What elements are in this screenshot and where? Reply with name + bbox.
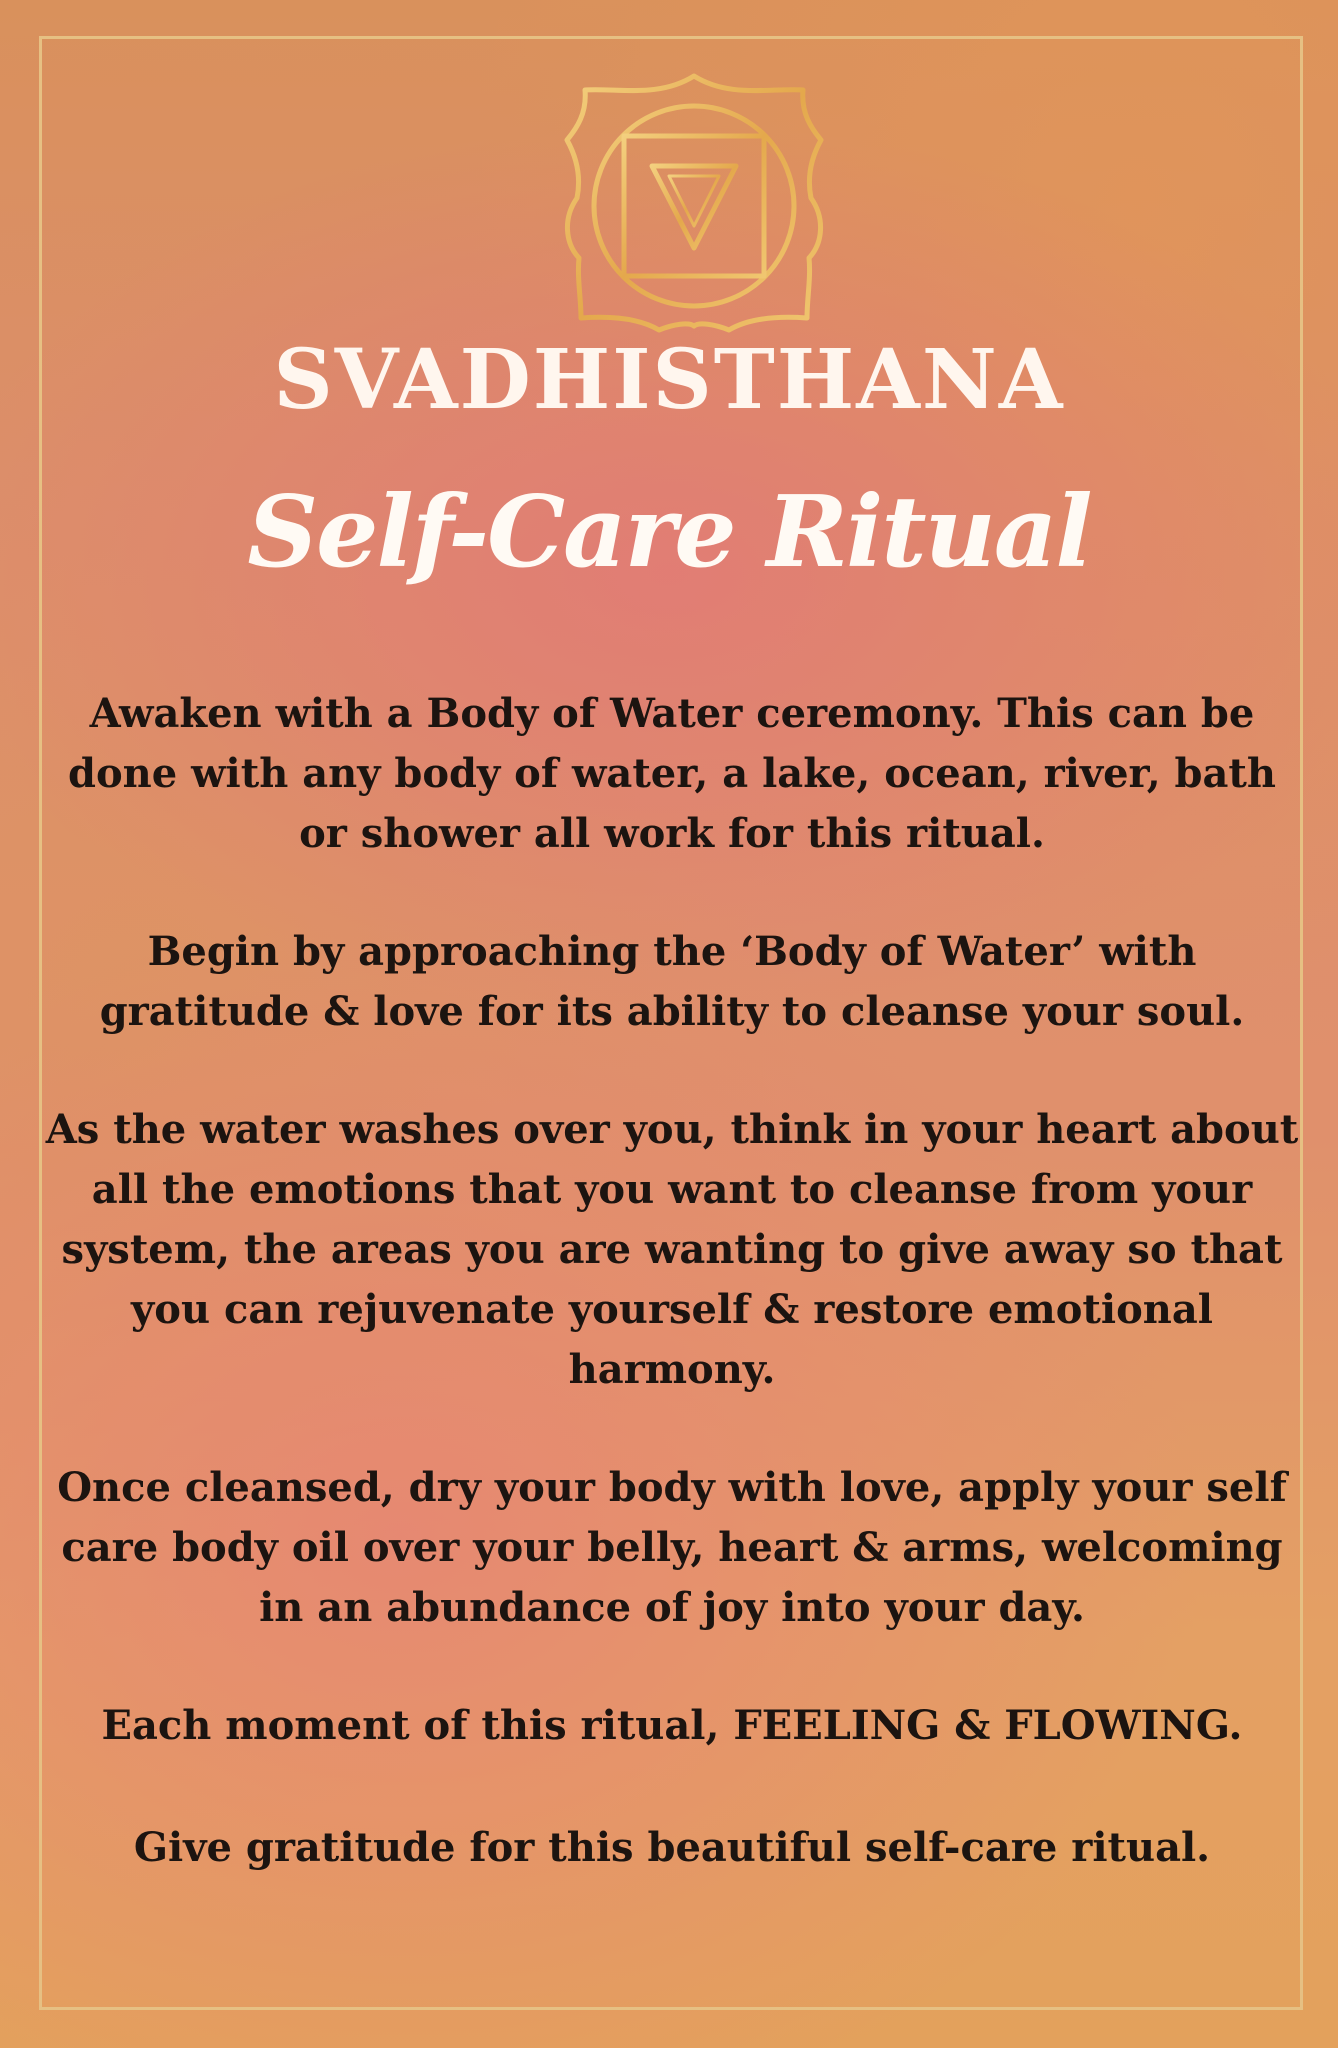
paragraph-awaken: Awaken with a Body of Water ceremony. This can be done with any body of water, a lake, ocean, river, bath or shower all work for this ritual. — [67, 690, 1276, 857]
ritual-instructions — [42, 684, 1302, 1936]
ritual-subtitle: Self-Care Ritual — [247, 475, 1091, 590]
paragraph-cleansed: Once cleansed, dry your body with love, apply your self care body oil over your belly, heart & arms, welcoming in an abundance of joy into your day. — [57, 1464, 1287, 1631]
paragraph-gratitude: Give gratitude for this beautiful self-care ritual. — [133, 1824, 1211, 1871]
paragraph-moment: Each moment of this ritual, FEELING & FLOWING. — [101, 1702, 1243, 1749]
paragraph-begin: Begin by approaching the ‘Body of Water’ with gratitude & love for its ability to cleanse your soul. — [99, 928, 1245, 1035]
sacral-chakra-icon — [549, 68, 839, 338]
chakra-title: SVADHISTHANA — [273, 332, 1065, 428]
paragraph-wash: As the water washes over you, think in your heart about all the emotions that you want to cleanse from your system, the areas you are wanting to give away so that you can rejuvenate yourself & restore emotional harmony. — [45, 1106, 1299, 1393]
